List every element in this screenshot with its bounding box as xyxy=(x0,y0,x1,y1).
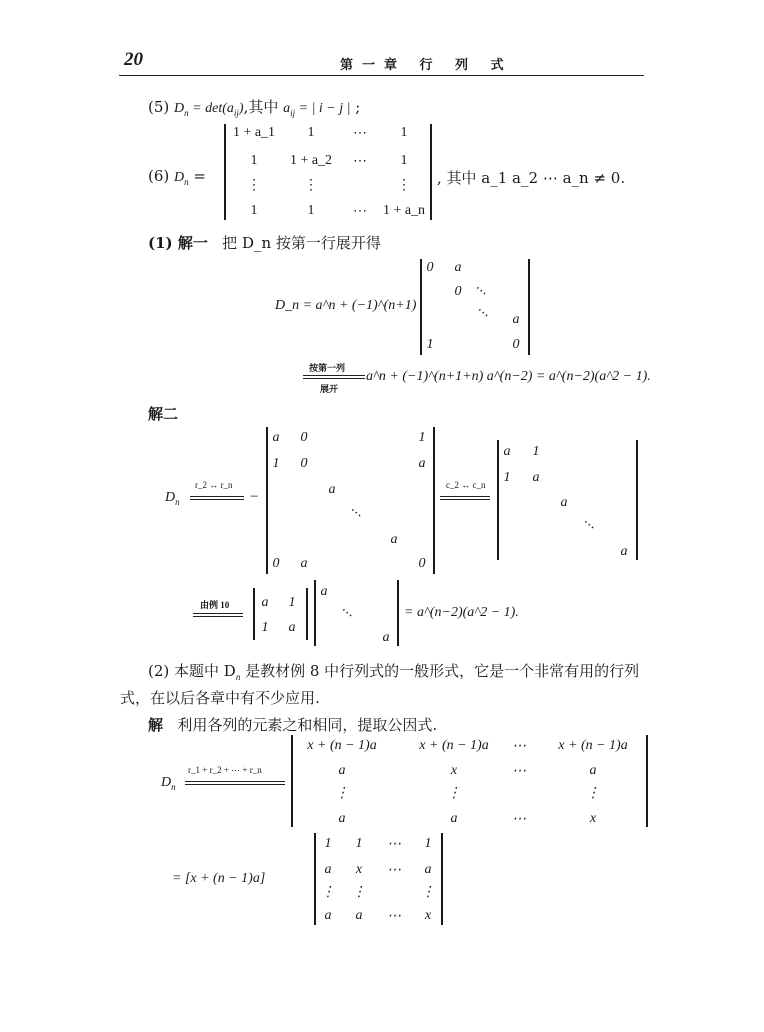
part-2-solution: 解 利用各列的元素之和相同，提取公因式. xyxy=(148,716,438,734)
problem-6-condition: , 其中 a_1 a_2 ⋯ a_n ≠ 0. xyxy=(437,169,626,187)
page-number: 20 xyxy=(124,49,143,70)
double-equals xyxy=(440,496,490,500)
solution-2-lhs: $D_n$ xyxy=(165,490,180,507)
minus-sign: − xyxy=(250,489,259,505)
expand-label-bottom: 展开 xyxy=(320,384,339,394)
det-bar-right xyxy=(433,427,435,574)
part-2-intro-line1: (2) 本题中 $D_n$ 是教材例 8 中行列式的一般形式，它是一个非常有用的行列 xyxy=(148,662,640,682)
solution-1-eq2: a^n + (−1)^(n+1+n) a^(n−2) = a^(n−2)(a^2 − 1). xyxy=(366,369,651,384)
diag-dots: ⋯ xyxy=(579,515,598,534)
det-bar-left xyxy=(224,124,226,220)
det-bar-right xyxy=(306,588,308,640)
solution-1-eq1-lhs: D_n = a^n + (−1)^(n+1) xyxy=(275,298,417,313)
problem-6-label: (6) $D_n$ = xyxy=(148,167,206,187)
expand-label-top: 按第一列 xyxy=(309,363,346,373)
det-bar-right xyxy=(528,259,530,355)
swap-c-label: c_2 ↔ c_n xyxy=(446,480,486,490)
part-2-intro-line2: 式，在以后各章中有不少应用. xyxy=(120,689,320,707)
swap-r-label: r_2 ↔ r_n xyxy=(195,480,233,490)
det-bar-right xyxy=(397,580,399,646)
det-bar-left xyxy=(314,833,316,925)
diag-dots: ⋯ xyxy=(473,303,492,322)
diag-dots: ⋯ xyxy=(337,603,356,622)
diag-dots: ⋯ xyxy=(346,503,365,522)
double-equals xyxy=(303,375,365,379)
part-2-op-label: r_1 + r_2 + ⋯ + r_n xyxy=(188,765,262,775)
det-bar-right xyxy=(430,124,432,220)
det-bar-left xyxy=(314,580,316,646)
part-2-lhs: $D_n$ xyxy=(161,775,176,792)
double-equals xyxy=(185,781,285,785)
part-2-factor: = [x + (n − 1)a] xyxy=(172,871,266,886)
det-bar-right xyxy=(636,440,638,560)
det-bar-left xyxy=(266,427,268,574)
header-rule xyxy=(119,75,644,76)
solution-2-result: = a^(n−2)(a^2 − 1). xyxy=(404,605,519,620)
det-bar-left xyxy=(420,259,422,355)
example-label: 由例 10 xyxy=(200,600,230,610)
solution-1-intro: (1) 解一 把 D_n 按第一行展开得 xyxy=(148,234,381,252)
det-bar-left xyxy=(253,588,255,640)
chapter-title: 第一章 行 列 式 xyxy=(340,58,513,73)
problem-5-formula: $D_n = \det(a_{ij})$ xyxy=(174,101,244,118)
det-bar-right xyxy=(441,833,443,925)
det-bar-right xyxy=(646,735,648,827)
det-bar-left xyxy=(497,440,499,560)
solution-2-heading: 解二 xyxy=(148,405,179,423)
det-bar-left xyxy=(291,735,293,827)
double-equals xyxy=(193,613,243,617)
diag-dots: ⋯ xyxy=(471,281,490,300)
double-equals xyxy=(190,496,244,500)
problem-5: (5) $D_n = \det(a_{ij})$,其中 $a_{ij}$ = | i − j | ; xyxy=(148,98,361,118)
problem-5-label: (5) xyxy=(148,98,170,116)
